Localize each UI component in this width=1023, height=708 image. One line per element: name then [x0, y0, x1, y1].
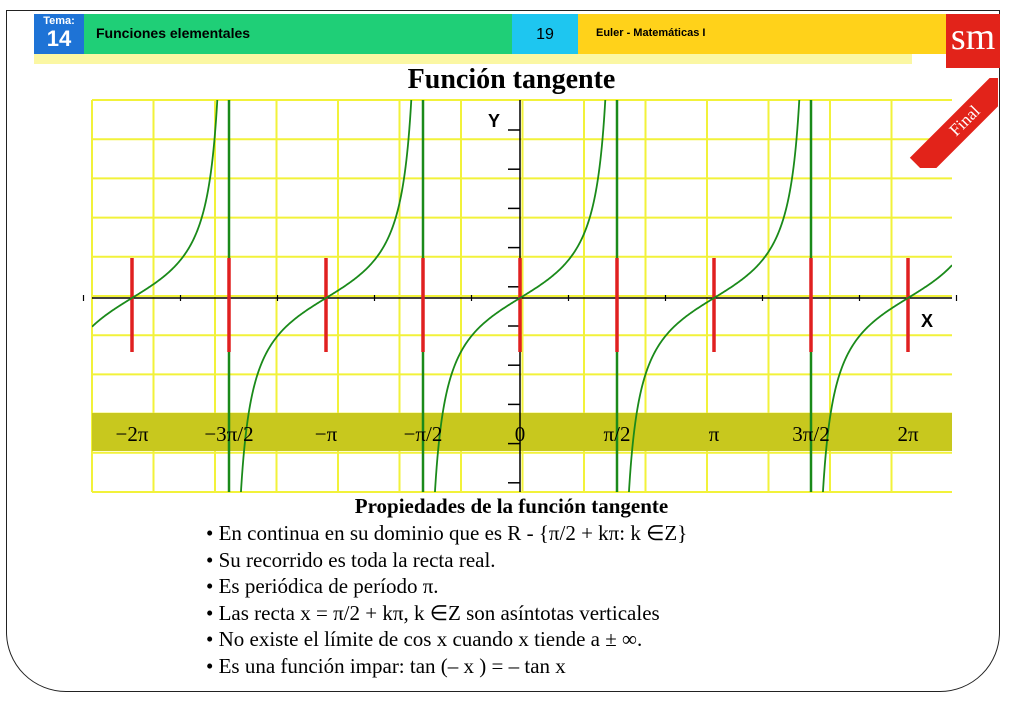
property-item: • Su recorrido es toda la recta real. — [206, 547, 1023, 574]
sm-logo: sm — [946, 14, 1000, 68]
property-item: • No existe el límite de cos x cuando x tiende a ± ∞. — [206, 626, 1023, 653]
book-title: Euler - Matemáticas I — [596, 27, 706, 39]
tangent-branch — [92, 0, 229, 327]
property-item: • Las recta x = π/2 + kπ, k ∈Z son asíntotas verticales — [206, 600, 1023, 627]
page-number: 19 — [512, 14, 578, 54]
property-item: • Es una función impar: tan (– x ) = – tan x — [206, 653, 1023, 680]
page-title: Función tangente — [407, 64, 616, 95]
x-tick-label: −2π — [115, 422, 149, 446]
final-button[interactable]: Final — [910, 78, 998, 168]
x-tick-label: 3π/2 — [792, 422, 830, 446]
topic-title: Funciones elementales — [96, 25, 251, 41]
tema-label: Tema: — [43, 15, 75, 27]
x-tick-label: −3π/2 — [204, 422, 254, 446]
properties-title: Propiedades de la función tangente — [354, 494, 669, 518]
final-button-wrap[interactable] — [908, 78, 998, 168]
x-tick-label: 2π — [897, 422, 919, 446]
x-tick-label: −π — [314, 422, 338, 446]
property-item: • En continua en su dominio que es R - {π/2 + kπ: k ∈Z} — [206, 520, 1023, 547]
y-axis-label: Y — [487, 111, 501, 131]
property-item: • Es periódica de período π. — [206, 573, 1023, 600]
x-axis-label: X — [920, 311, 934, 331]
x-tick-label: −π/2 — [403, 422, 443, 446]
properties-list — [0, 520, 1023, 679]
x-tick-label: 0 — [514, 422, 526, 446]
x-tick-label: π/2 — [603, 422, 631, 446]
properties-section — [0, 494, 1023, 679]
x-tick-label: π — [708, 422, 720, 446]
tema-number: 14 — [46, 26, 72, 51]
